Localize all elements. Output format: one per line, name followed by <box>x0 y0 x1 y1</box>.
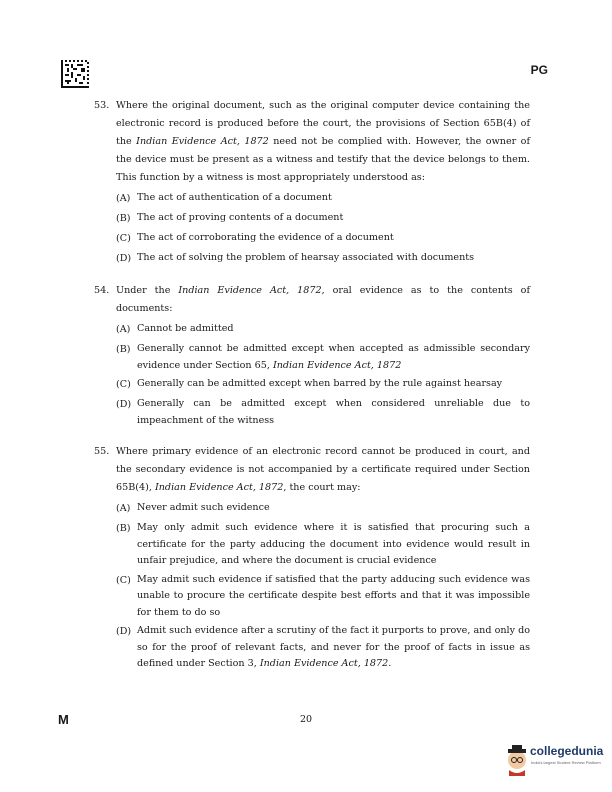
question-number: 53. <box>94 100 110 111</box>
option-text <box>137 396 530 429</box>
watermark-tagline: India's largest Student Review Platform <box>531 760 601 765</box>
answer-option <box>116 623 530 673</box>
act-citation: Indian Evidence Act, 1872 <box>178 285 322 296</box>
option-label: (D) <box>116 626 132 637</box>
answer-option <box>116 376 530 394</box>
option-label: (C) <box>116 379 131 390</box>
stem-text: need not be complied with. However, the owner of the device must be present as a witness and testify that the device belongs to them. This function by a witness is most appropriately understood as: <box>116 136 531 183</box>
stem-text: , oral evidence as to the contents of documents: <box>116 285 530 314</box>
option-text <box>137 520 530 570</box>
option-label: (B) <box>116 523 131 534</box>
option-text-part: Admit such evidence after a scrutiny of the fact it purports to prove, and only do so for the proof of relevant facts, and never for the proof of facts in issue as defined under Section 3, <box>137 625 530 669</box>
answer-option <box>116 321 530 339</box>
option-text-part: The act of proving contents of a document <box>137 212 344 223</box>
option-text <box>137 376 530 394</box>
stem-text: Where primary evidence of an electronic record cannot be produced in court, and the secondary evidence is not accompanied by a certificate required under Section 65B(4), <box>116 446 530 493</box>
option-label: (A) <box>116 324 131 335</box>
answer-option <box>116 230 530 248</box>
paper-code: PG <box>530 63 548 77</box>
option-text <box>137 210 530 228</box>
answer-option <box>116 210 530 228</box>
act-citation: Indian Evidence Act, 1872. <box>259 658 392 669</box>
option-text-part: The act of corroborating the evidence of a document <box>137 232 394 243</box>
stem-text: , the court may: <box>283 482 361 493</box>
option-text-part: The act of authentication of a document <box>137 192 332 203</box>
stem-text: Under the <box>116 285 179 296</box>
page-number: 20 <box>299 714 313 725</box>
question-55 <box>94 443 530 673</box>
option-label: (A) <box>116 503 131 514</box>
question-54 <box>94 282 530 429</box>
option-label: (D) <box>116 253 132 264</box>
answer-option <box>116 250 530 268</box>
answer-option <box>116 396 530 429</box>
option-label: (D) <box>116 399 132 410</box>
answer-option <box>116 190 530 208</box>
option-text <box>137 230 530 248</box>
question-body <box>116 282 530 429</box>
option-text-part: May only admit such evidence where it is satisfied that procuring such a certificate for the party adducing the document into evidence would result in unfair prejudice, and where the document is crucial evidence <box>137 522 530 566</box>
watermark-brand: collegedunia <box>530 744 604 758</box>
act-citation: Indian Evidence Act, 1872 <box>154 482 284 493</box>
option-label: (C) <box>116 574 131 586</box>
option-text <box>137 321 530 339</box>
stem-text: Where the original document, such as the original computer device containing the electronic record is produced before the court, the provisions of Section 65B(4) of the <box>116 100 530 147</box>
option-text <box>137 250 530 268</box>
question-stem <box>116 97 530 187</box>
option-text <box>137 623 530 673</box>
option-text-part: Generally can be admitted except when considered unreliable due to impeachment of the witness <box>137 398 530 426</box>
option-text-part: Cannot be admitted <box>137 323 234 334</box>
set-code: M <box>58 712 69 727</box>
answer-option <box>116 341 530 374</box>
answer-option <box>116 500 530 518</box>
option-label: (B) <box>116 344 131 355</box>
question-stem <box>116 282 530 318</box>
answer-option <box>116 572 530 622</box>
question-number: 55. <box>94 446 110 457</box>
act-citation: Indian Evidence Act, 1872 <box>136 136 269 147</box>
question-53 <box>94 97 530 268</box>
option-text-part: Generally cannot be admitted except when accepted as admissible secondary evidence under Section 65, <box>137 343 530 371</box>
option-text-part: Generally can be admitted except when barred by the rule against hearsay <box>137 378 503 389</box>
question-number: 54. <box>94 285 110 296</box>
option-text-part: May admit such evidence if satisfied that the party adducing such evidence was unable to procure the certificate despite best efforts and that it was impossible for them to do so <box>137 573 530 618</box>
option-text-part: Never admit such evidence <box>137 502 270 513</box>
act-citation: Indian Evidence Act, 1872 <box>272 359 402 371</box>
option-label: (A) <box>116 193 131 204</box>
option-text-part: The act of solving the problem of hearsay associated with documents <box>137 252 475 263</box>
answer-option <box>116 520 530 570</box>
question-body <box>116 97 530 268</box>
option-text <box>137 572 530 622</box>
option-text <box>137 500 530 518</box>
option-label: (B) <box>116 213 131 224</box>
question-list <box>94 97 530 687</box>
option-label: (C) <box>116 233 131 244</box>
question-body <box>116 443 530 673</box>
question-stem <box>116 443 530 497</box>
qr-code-icon <box>61 60 89 88</box>
option-text <box>137 190 530 208</box>
option-text <box>137 341 530 374</box>
